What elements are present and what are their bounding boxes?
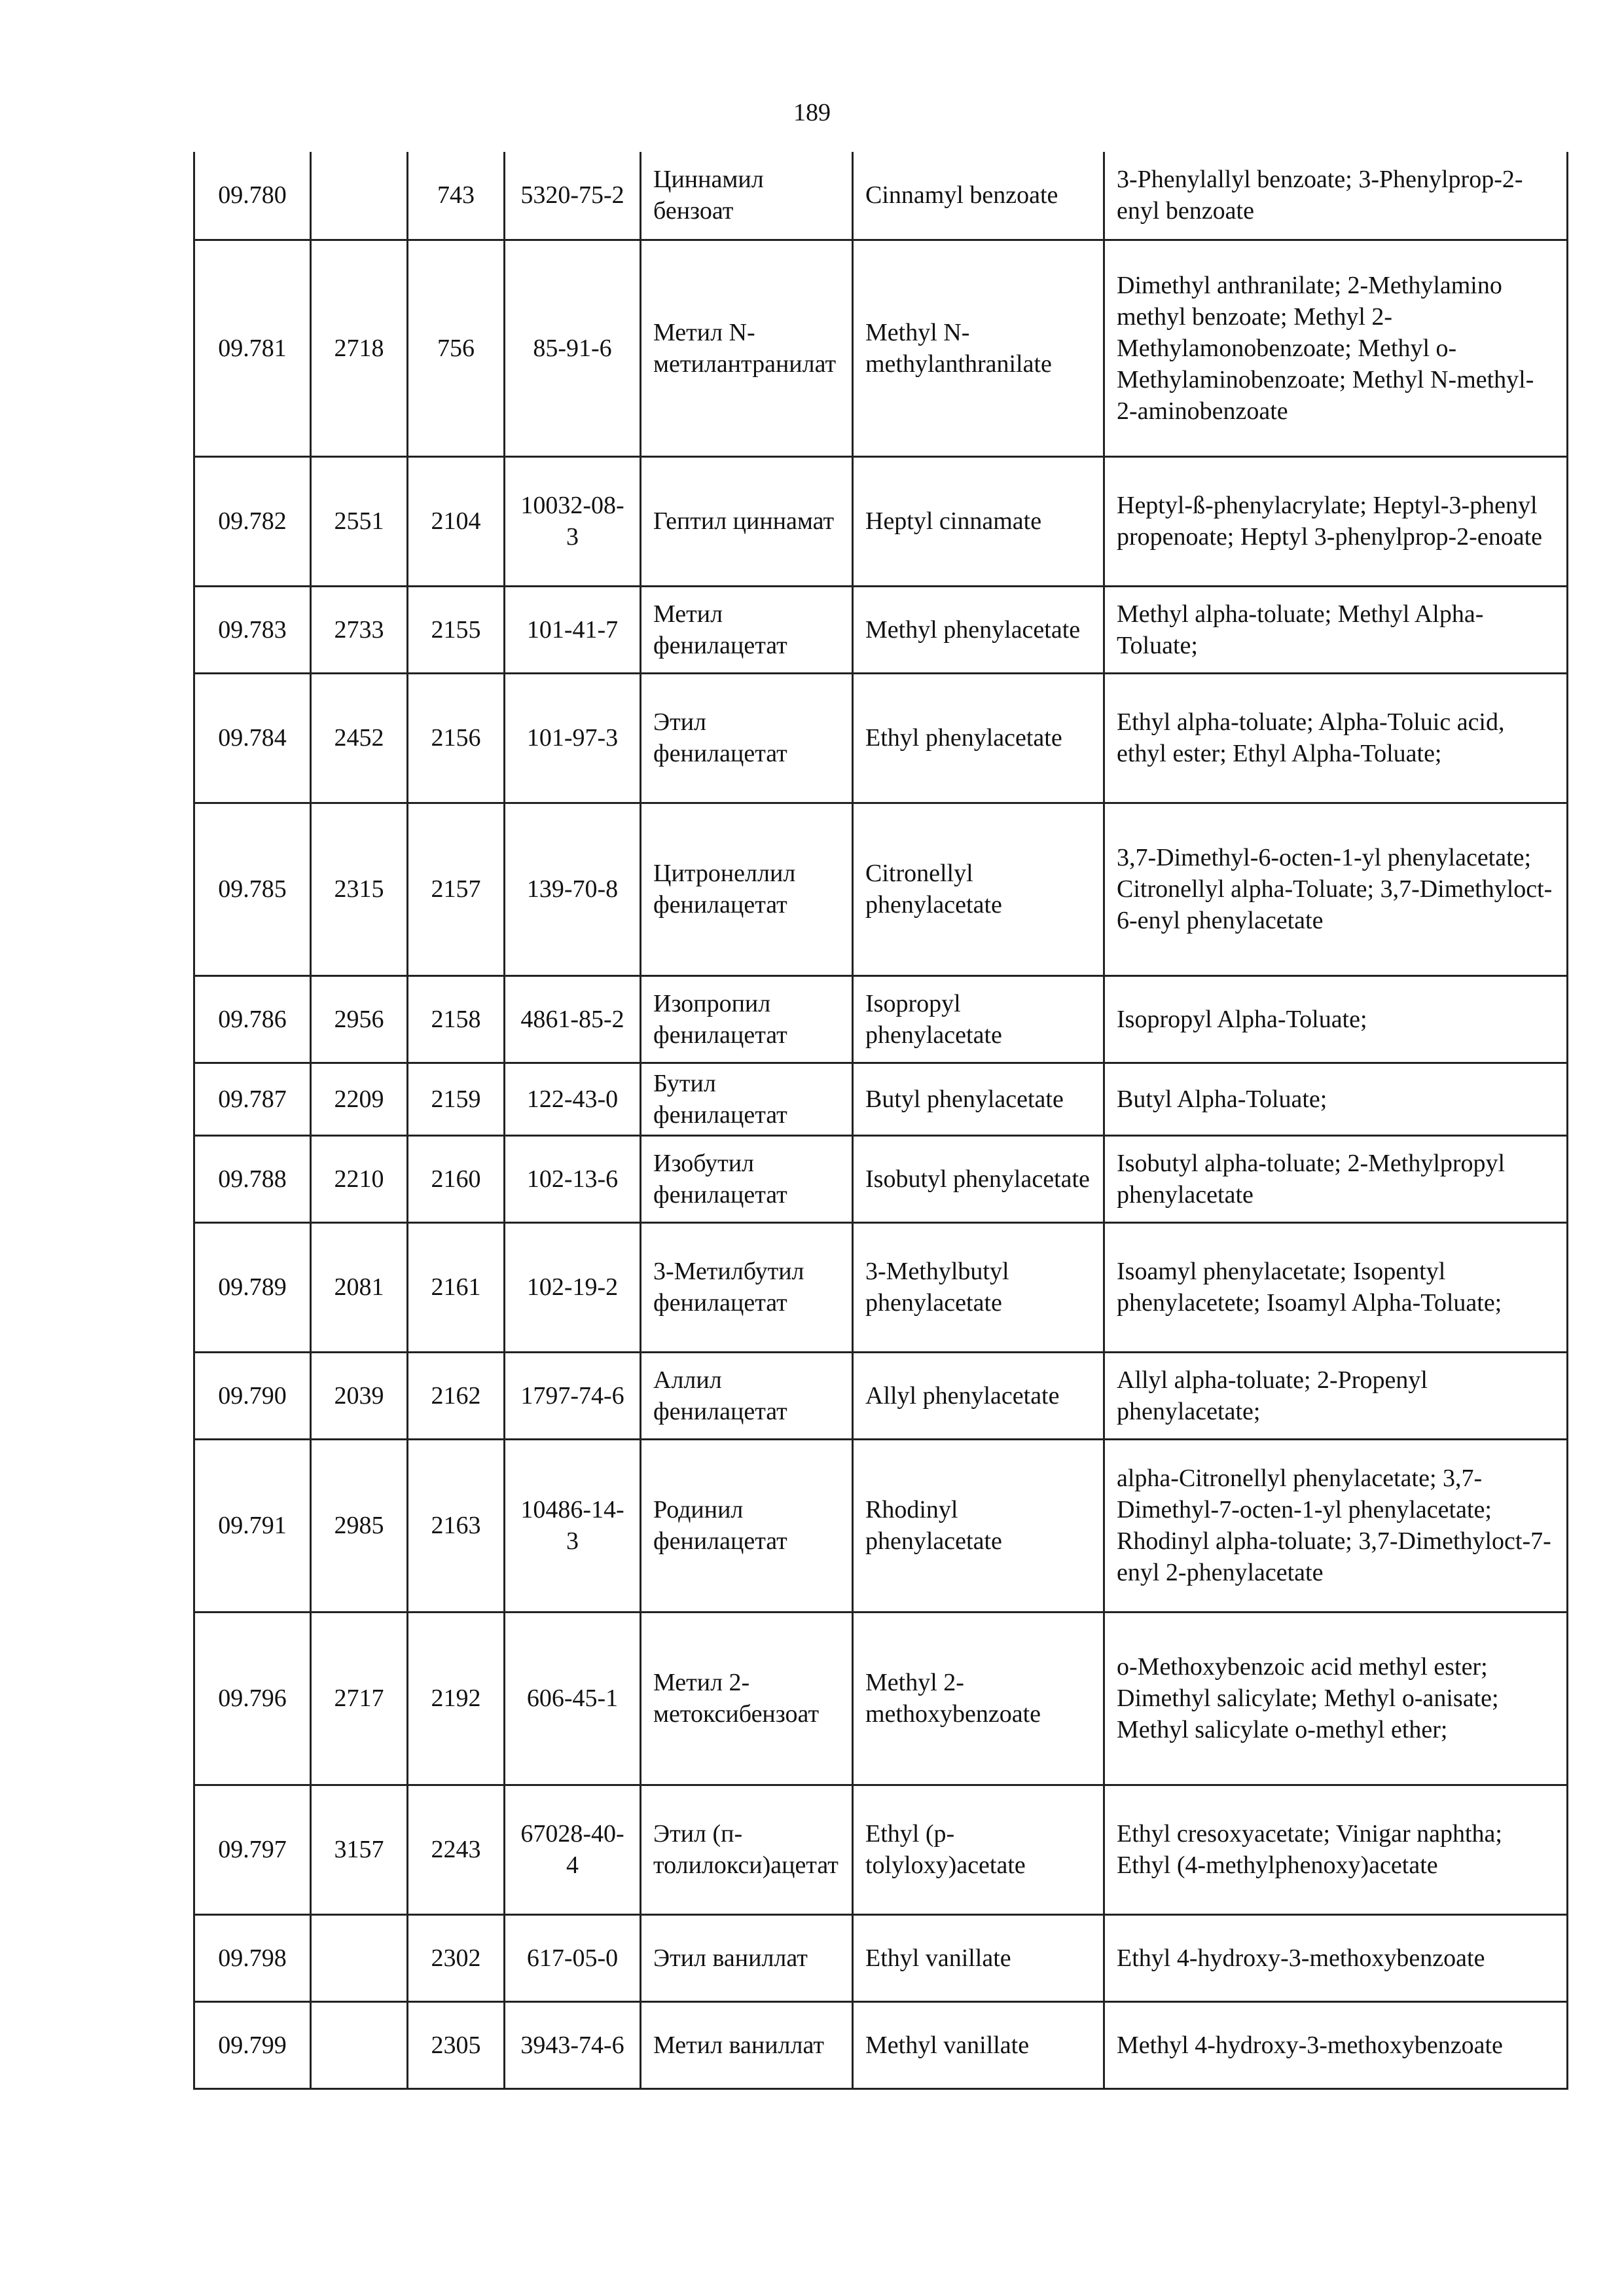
table-row [194, 2001, 1568, 2088]
cell-cas-number: 4861-85-2 [505, 975, 641, 1063]
cell-name-russian: Этил (п-толилокси)ацетат [641, 1785, 853, 1914]
cell-name-russian: Метил 2-метоксибензоат [641, 1612, 853, 1785]
page-number: 189 [793, 99, 831, 126]
cell-name-english: Methyl 2-methoxybenzoate [853, 1612, 1104, 1785]
cell-code: 09.791 [194, 1439, 311, 1612]
cell-jecfa-number: 2209 [311, 1063, 408, 1135]
cell-jecfa-number [311, 152, 408, 240]
cell-cas-number: 122-43-0 [505, 1063, 641, 1135]
cell-name-russian: Изопропил фенилацетат [641, 975, 853, 1063]
table-row [194, 803, 1568, 975]
cell-code: 09.796 [194, 1612, 311, 1785]
cell-fema-number: 2159 [408, 1063, 505, 1135]
cell-synonyms: Heptyl-ß-phenylacrylate; Heptyl-3-phenyl propenoate; Heptyl 3-phenylprop-2-enoate [1104, 456, 1568, 586]
cell-jecfa-number: 2551 [311, 456, 408, 586]
cell-synonyms: 3,7-Dimethyl-6-octen-1-yl phenylacetate; Citronellyl alpha-Toluate; 3,7-Dimethyloct-6-enyl phenylacetate [1104, 803, 1568, 975]
cell-code: 09.799 [194, 2001, 311, 2088]
table-row [194, 1785, 1568, 1914]
cell-name-russian: Метил ваниллат [641, 2001, 853, 2088]
cell-code: 09.790 [194, 1352, 311, 1439]
cell-name-russian: Метил N-метилантранилат [641, 240, 853, 456]
cell-cas-number: 102-13-6 [505, 1135, 641, 1222]
cell-code: 09.797 [194, 1785, 311, 1914]
cell-cas-number: 3943-74-6 [505, 2001, 641, 2088]
cell-jecfa-number [311, 2001, 408, 2088]
cell-name-english: Ethyl (p-tolyloxy)acetate [853, 1785, 1104, 1914]
cell-name-russian: Циннамил бензоат [641, 152, 853, 240]
cell-code: 09.783 [194, 586, 311, 673]
cell-fema-number: 2161 [408, 1222, 505, 1352]
table-row [194, 1612, 1568, 1785]
cell-jecfa-number [311, 1914, 408, 2001]
table-row [194, 586, 1568, 673]
cell-name-english: Isobutyl phenylacetate [853, 1135, 1104, 1222]
cell-name-russian: Этил фенилацетат [641, 673, 853, 803]
cell-cas-number: 10032-08-3 [505, 456, 641, 586]
cell-code: 09.785 [194, 803, 311, 975]
cell-cas-number: 101-41-7 [505, 586, 641, 673]
cell-name-english: Rhodinyl phenylacetate [853, 1439, 1104, 1612]
cell-name-english: Ethyl vanillate [853, 1914, 1104, 2001]
table-row [194, 152, 1568, 240]
cell-synonyms: Isobutyl alpha-toluate; 2-Methylpropyl phenylacetate [1104, 1135, 1568, 1222]
cell-synonyms: Ethyl cresoxyacetate; Vinigar naphtha; Ethyl (4-methylphenoxy)acetate [1104, 1785, 1568, 1914]
table-row [194, 1063, 1568, 1135]
cell-code: 09.798 [194, 1914, 311, 2001]
cell-fema-number: 2158 [408, 975, 505, 1063]
cell-fema-number: 2162 [408, 1352, 505, 1439]
cell-cas-number: 85-91-6 [505, 240, 641, 456]
cell-code: 09.788 [194, 1135, 311, 1222]
cell-code: 09.780 [194, 152, 311, 240]
cell-code: 09.787 [194, 1063, 311, 1135]
cell-cas-number: 67028-40-4 [505, 1785, 641, 1914]
cell-synonyms: Ethyl alpha-toluate; Alpha-Toluic acid, ethyl ester; Ethyl Alpha-Toluate; [1104, 673, 1568, 803]
cell-synonyms: Methyl alpha-toluate; Methyl Alpha-Toluate; [1104, 586, 1568, 673]
table-row [194, 1439, 1568, 1612]
cell-cas-number: 606-45-1 [505, 1612, 641, 1785]
cell-cas-number: 617-05-0 [505, 1914, 641, 2001]
cell-name-english: Cinnamyl benzoate [853, 152, 1104, 240]
cell-jecfa-number: 2985 [311, 1439, 408, 1612]
table-row [194, 1222, 1568, 1352]
cell-name-russian: Цитронеллил фенилацетат [641, 803, 853, 975]
cell-fema-number: 2157 [408, 803, 505, 975]
cell-synonyms: alpha-Citronellyl phenylacetate; 3,7-Dimethyl-7-octen-1-yl phenylacetate; Rhodinyl alpha-toluate; 3,7-Dimethyloct-7-enyl 2-phenylacetate [1104, 1439, 1568, 1612]
cell-name-english: Butyl phenylacetate [853, 1063, 1104, 1135]
cell-code: 09.781 [194, 240, 311, 456]
cell-name-russian: Аллил фенилацетат [641, 1352, 853, 1439]
cell-name-english: Methyl phenylacetate [853, 586, 1104, 673]
cell-synonyms: Allyl alpha-toluate; 2-Propenyl phenylacetate; [1104, 1352, 1568, 1439]
cell-synonyms: Butyl Alpha-Toluate; [1104, 1063, 1568, 1135]
cell-code: 09.786 [194, 975, 311, 1063]
cell-synonyms: 3-Phenylallyl benzoate; 3-Phenylprop-2-enyl benzoate [1104, 152, 1568, 240]
cell-jecfa-number: 2718 [311, 240, 408, 456]
cell-name-english: Methyl vanillate [853, 2001, 1104, 2088]
cell-name-english: Methyl N-methylanthranilate [853, 240, 1104, 456]
cell-code: 09.789 [194, 1222, 311, 1352]
cell-synonyms: Isoamyl phenylacetate; Isopentyl phenylacetete; Isoamyl Alpha-Toluate; [1104, 1222, 1568, 1352]
cell-fema-number: 2243 [408, 1785, 505, 1914]
table-row [194, 240, 1568, 456]
cell-name-russian: Изобутил фенилацетат [641, 1135, 853, 1222]
cell-cas-number: 10486-14-3 [505, 1439, 641, 1612]
table-row [194, 1352, 1568, 1439]
table-row [194, 1914, 1568, 2001]
cell-fema-number: 2305 [408, 2001, 505, 2088]
cell-fema-number: 2156 [408, 673, 505, 803]
cell-name-russian: 3-Метилбутил фенилацетат [641, 1222, 853, 1352]
cell-cas-number: 102-19-2 [505, 1222, 641, 1352]
cell-jecfa-number: 2210 [311, 1135, 408, 1222]
cell-name-english: Citronellyl phenylacetate [853, 803, 1104, 975]
table-row [194, 456, 1568, 586]
cell-synonyms: Dimethyl anthranilate; 2-Methylamino methyl benzoate; Methyl 2-Methylamonobenzoate; Methyl o-Methylaminobenzoate; Methyl N-methyl-2-aminobenzoate [1104, 240, 1568, 456]
cell-synonyms: o-Methoxybenzoic acid methyl ester; Dimethyl salicylate; Methyl o-anisate; Methyl salicylate o-methyl ether; [1104, 1612, 1568, 1785]
cell-fema-number: 2160 [408, 1135, 505, 1222]
cell-fema-number: 743 [408, 152, 505, 240]
cell-jecfa-number: 2717 [311, 1612, 408, 1785]
cell-synonyms: Methyl 4-hydroxy-3-methoxybenzoate [1104, 2001, 1568, 2088]
cell-jecfa-number: 2081 [311, 1222, 408, 1352]
cell-name-english: Ethyl phenylacetate [853, 673, 1104, 803]
cell-name-russian: Этил ваниллат [641, 1914, 853, 2001]
cell-name-english: Isopropyl phenylacetate [853, 975, 1104, 1063]
cell-cas-number: 139-70-8 [505, 803, 641, 975]
cell-name-russian: Родинил фенилацетат [641, 1439, 853, 1612]
cell-jecfa-number: 2956 [311, 975, 408, 1063]
cell-name-russian: Бутил фенилацетат [641, 1063, 853, 1135]
cell-jecfa-number: 3157 [311, 1785, 408, 1914]
cell-synonyms: Isopropyl Alpha-Toluate; [1104, 975, 1568, 1063]
table-row [194, 673, 1568, 803]
cell-code: 09.784 [194, 673, 311, 803]
cell-name-english: Allyl phenylacetate [853, 1352, 1104, 1439]
cell-jecfa-number: 2315 [311, 803, 408, 975]
cell-cas-number: 5320-75-2 [505, 152, 641, 240]
cell-cas-number: 101-97-3 [505, 673, 641, 803]
cell-synonyms: Ethyl 4-hydroxy-3-methoxybenzoate [1104, 1914, 1568, 2001]
cell-cas-number: 1797-74-6 [505, 1352, 641, 1439]
table-row [194, 1135, 1568, 1222]
cell-fema-number: 756 [408, 240, 505, 456]
cell-code: 09.782 [194, 456, 311, 586]
cell-jecfa-number: 2039 [311, 1352, 408, 1439]
cell-fema-number: 2302 [408, 1914, 505, 2001]
cell-fema-number: 2155 [408, 586, 505, 673]
cell-name-english: Heptyl cinnamate [853, 456, 1104, 586]
cell-fema-number: 2163 [408, 1439, 505, 1612]
cell-name-english: 3-Methylbutyl phenylacetate [853, 1222, 1104, 1352]
flavouring-substances-table [193, 152, 1568, 2090]
cell-jecfa-number: 2452 [311, 673, 408, 803]
cell-fema-number: 2192 [408, 1612, 505, 1785]
cell-jecfa-number: 2733 [311, 586, 408, 673]
cell-name-russian: Гептил циннамат [641, 456, 853, 586]
cell-fema-number: 2104 [408, 456, 505, 586]
cell-name-russian: Метил фенилацетат [641, 586, 853, 673]
table-row [194, 975, 1568, 1063]
